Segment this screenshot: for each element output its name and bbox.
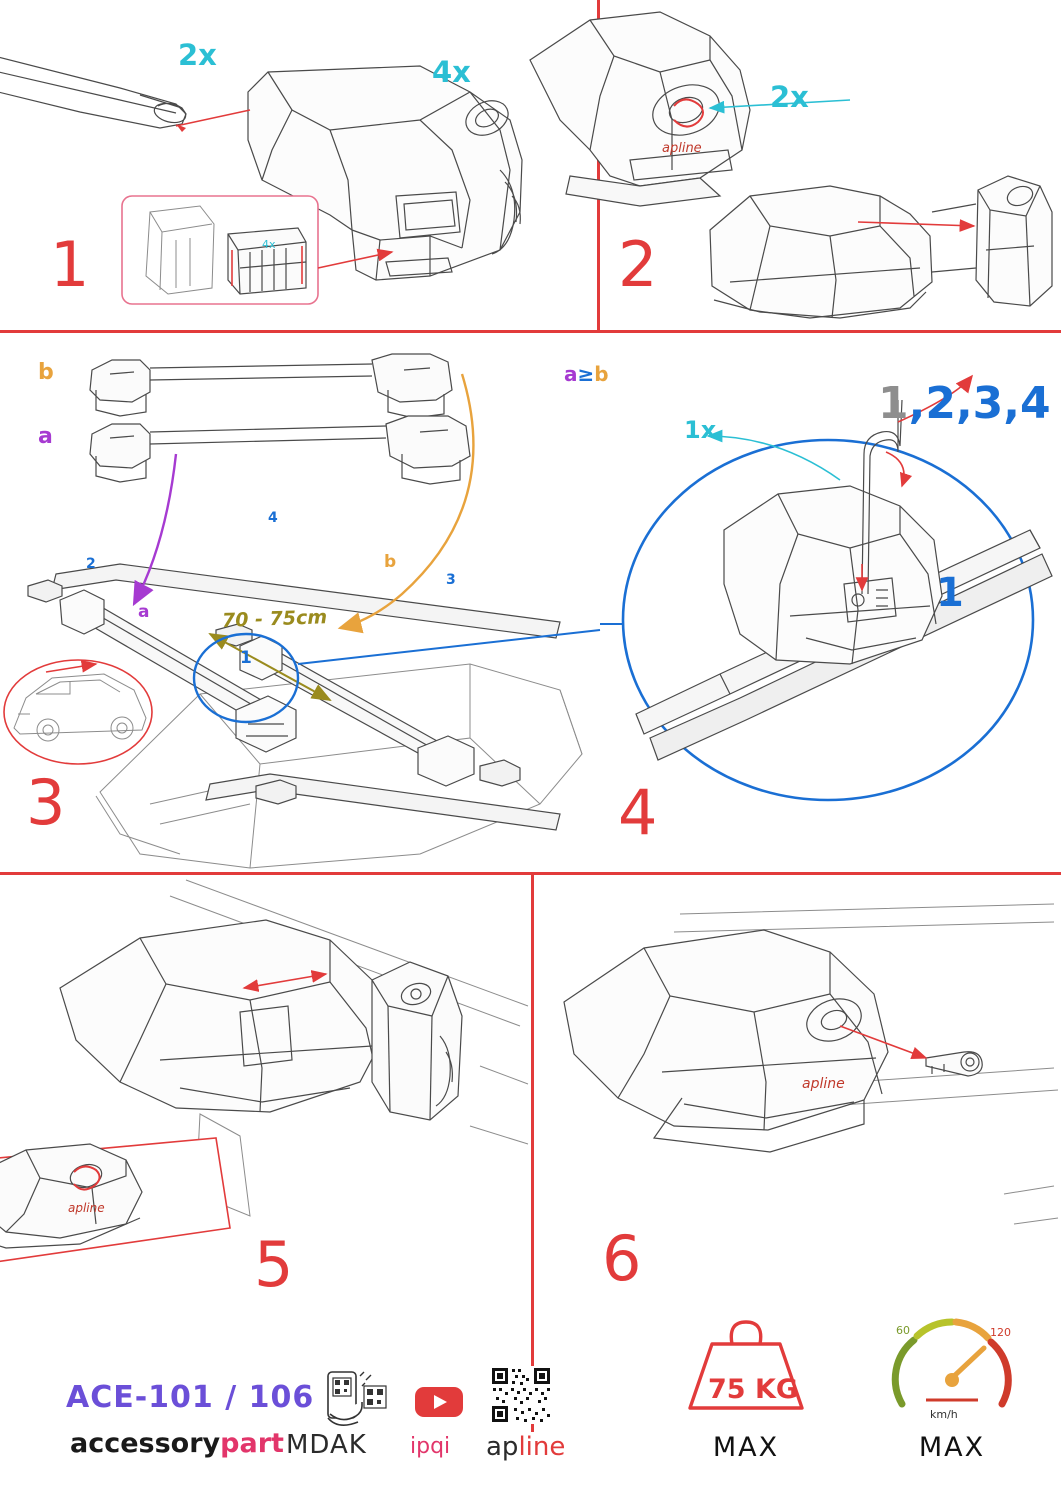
max-load-value: 75 KG	[708, 1374, 799, 1405]
footer	[0, 1324, 1061, 1500]
max-speed-icon	[886, 1300, 1018, 1424]
sequence-1: 1	[878, 378, 909, 429]
phone-qr-icon	[322, 1370, 398, 1432]
step-4-number: 4	[618, 776, 658, 849]
compare-label: a≥b	[564, 362, 609, 386]
step-1-qty-4x: 4x	[432, 55, 471, 89]
brand-apline-part1: ap	[486, 1432, 519, 1462]
roof-marker-3: 3	[446, 572, 456, 588]
callout-a: a	[138, 602, 150, 622]
step-5-number: 5	[254, 1228, 294, 1301]
step-3-number: 3	[26, 766, 66, 839]
roof-marker-2: 2	[86, 556, 96, 572]
step-4-detail-number: 1	[936, 570, 964, 616]
step-3-panel	[0, 334, 597, 872]
step-1-panel	[0, 0, 597, 330]
step-1-number: 1	[50, 228, 90, 301]
dimension-label: 70 - 75cm	[221, 606, 328, 632]
product-code: ACE-101 / 106	[66, 1380, 315, 1415]
step-2-qty-2x: 2x	[770, 80, 809, 114]
brand-mdak: MDAK	[286, 1430, 367, 1460]
roof-marker-4: 4	[268, 510, 278, 526]
bar-label-a: a	[38, 424, 53, 449]
svg-text:120: 120	[990, 1326, 1011, 1339]
max-load-caption: MAX	[712, 1432, 780, 1463]
speed-unit: km/h	[930, 1408, 958, 1421]
step-4-panel	[564, 334, 1061, 872]
step-1-qty-2x: 2x	[178, 38, 217, 72]
brand-accessorypart-part2: part	[220, 1428, 284, 1459]
step-4-sequence	[878, 378, 1051, 429]
step-1-illustration	[0, 0, 597, 330]
svg-text:60: 60	[896, 1324, 910, 1337]
svg-text:apline: apline	[662, 141, 702, 156]
step-6-panel	[534, 876, 1061, 1316]
svg-text:apline: apline	[68, 1201, 105, 1215]
sequence-rest: ,2,3,4	[908, 378, 1051, 429]
roof-marker-1: 1	[240, 648, 252, 668]
brand-apline	[486, 1432, 565, 1462]
divider-row-1	[0, 330, 1061, 333]
step-4-qty-1x: 1x	[684, 416, 717, 444]
step-2-number: 2	[618, 228, 658, 301]
youtube-icon[interactable]	[414, 1384, 464, 1420]
step-5-panel	[0, 876, 531, 1316]
brand-apline-part2: line	[518, 1432, 566, 1462]
brand-ipqi: ipqi	[410, 1434, 451, 1459]
qr-code-icon	[490, 1366, 552, 1424]
bar-label-b: b	[38, 360, 54, 385]
step-2-illustration	[600, 0, 1061, 330]
brand-accessorypart	[70, 1428, 284, 1459]
max-speed-caption: MAX	[918, 1432, 986, 1463]
callout-b: b	[384, 552, 397, 572]
brand-accessorypart-part1: accessory	[70, 1428, 221, 1459]
step-2-panel	[600, 0, 1061, 330]
svg-text:apline: apline	[802, 1076, 845, 1092]
step-3-illustration	[0, 334, 597, 872]
step-6-number: 6	[602, 1222, 642, 1295]
svg-text:4x: 4x	[262, 238, 276, 251]
